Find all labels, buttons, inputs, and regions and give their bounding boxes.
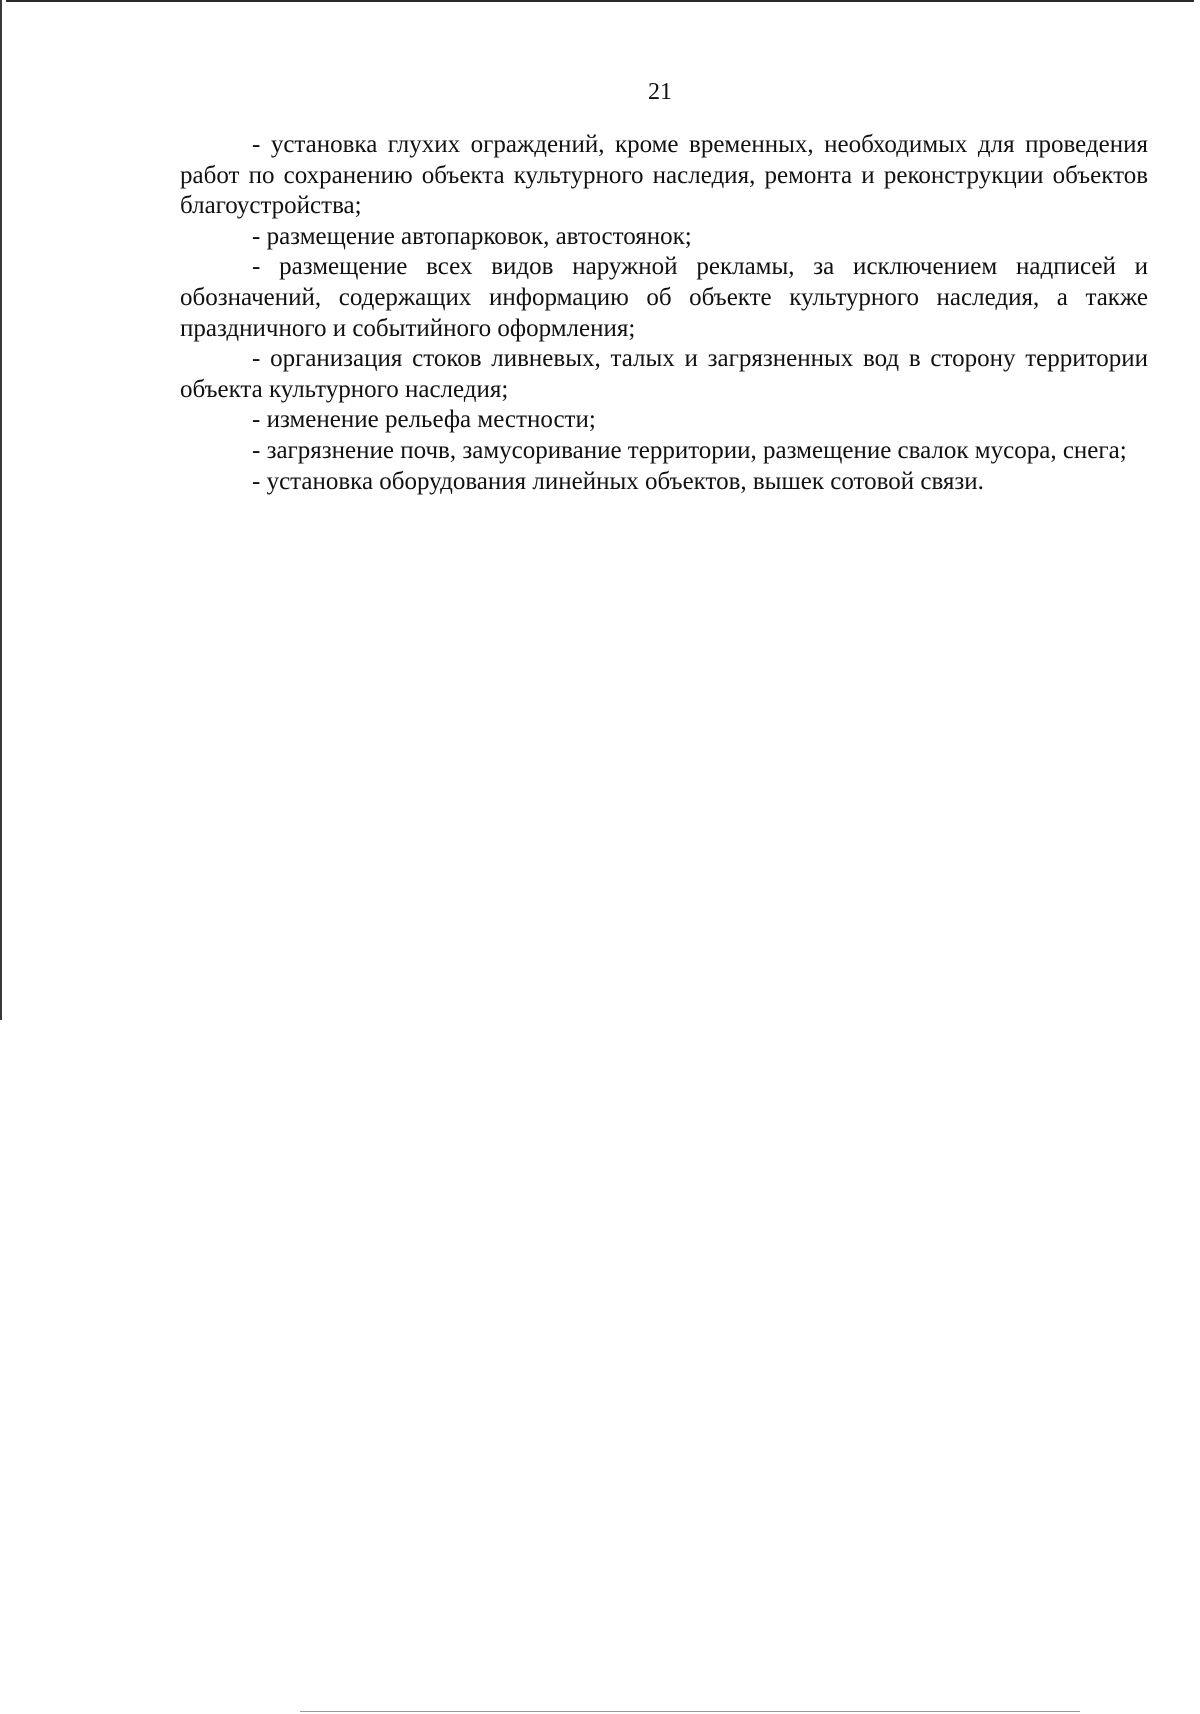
scan-edge-top xyxy=(6,0,1194,2)
scan-edge-left xyxy=(0,0,2,1020)
list-item: - установка глухих ограждений, кроме временных, необходимых для проведения работ по сохранению объекта культурного наследия, ремонта и реконструкции объектов благоустройства; xyxy=(180,131,1148,220)
restrictions-list xyxy=(180,130,1148,497)
list-item: - организация стоков ливневых, талых и загрязненных вод в сторону территории объекта культурного наследия; xyxy=(180,345,1148,403)
list-item: - размещение автопарковок, автостоянок; xyxy=(252,222,692,250)
list-item: - загрязнение почв, замусоривание территории, размещение свалок мусора, снега; xyxy=(252,436,1127,464)
scan-edge-bottom xyxy=(300,1711,1080,1712)
list-item: - изменение рельефа местности; xyxy=(252,406,596,434)
list-item: - установка оборудования линейных объектов, вышек сотовой связи. xyxy=(252,467,984,495)
list-item: - размещение всех видов наружной рекламы, за исключением надписей и обозначений, содержащих информацию об объекте культурного наследия, а также праздничного и событийного оформления; xyxy=(180,253,1148,342)
page-number: 21 xyxy=(648,79,672,105)
